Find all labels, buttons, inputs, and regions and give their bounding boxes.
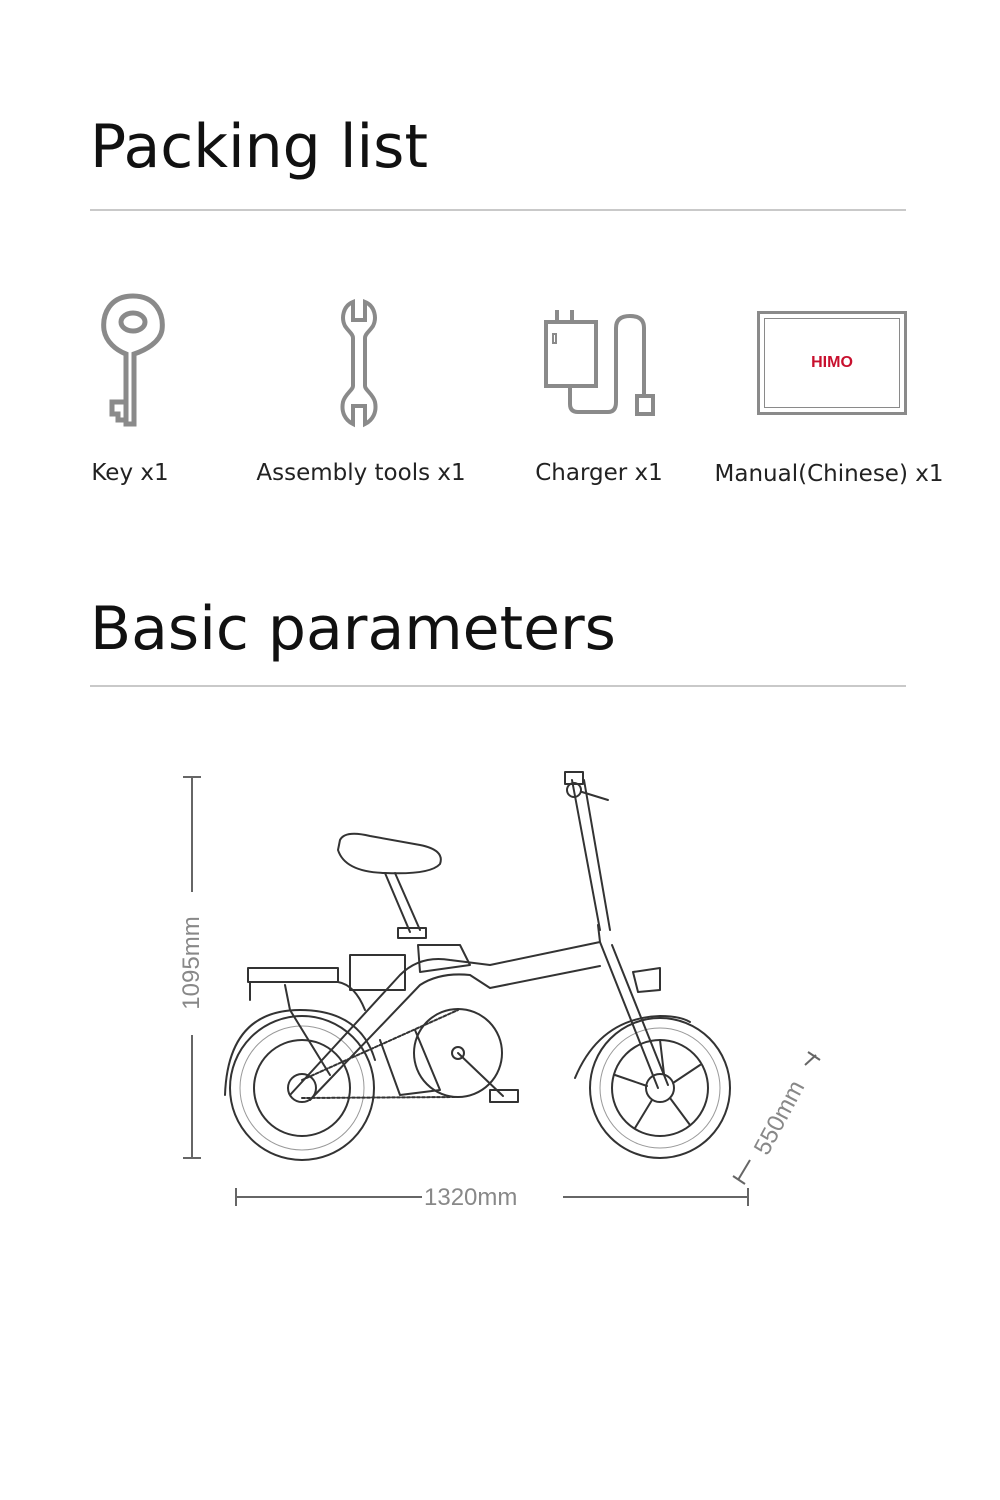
brand-logo: HIMO xyxy=(811,354,853,371)
width-dimension-label: 550mm xyxy=(748,1076,811,1160)
packing-item-label: Assembly tools x1 xyxy=(256,460,466,486)
packing-item-label: Manual(Chinese) x1 xyxy=(714,461,944,487)
basic-parameters-title: Basic parameters xyxy=(90,594,616,664)
packing-item-label: Key x1 xyxy=(91,460,169,486)
divider xyxy=(90,685,906,687)
charger-icon xyxy=(540,308,660,420)
packing-list-title: Packing list xyxy=(90,112,428,182)
wrench-icon xyxy=(335,298,385,428)
height-dimension-label: 1095mm xyxy=(178,916,205,1010)
packing-item-label: Charger x1 xyxy=(535,460,663,486)
width-dim-line xyxy=(738,1160,750,1180)
key-icon xyxy=(98,292,168,432)
manual-icon xyxy=(757,311,907,415)
rear-wheel xyxy=(230,1016,374,1160)
divider xyxy=(90,209,906,211)
bike-diagram xyxy=(0,740,1000,1240)
length-dimension-label: 1320mm xyxy=(424,1184,518,1211)
front-wheel xyxy=(590,1018,730,1158)
